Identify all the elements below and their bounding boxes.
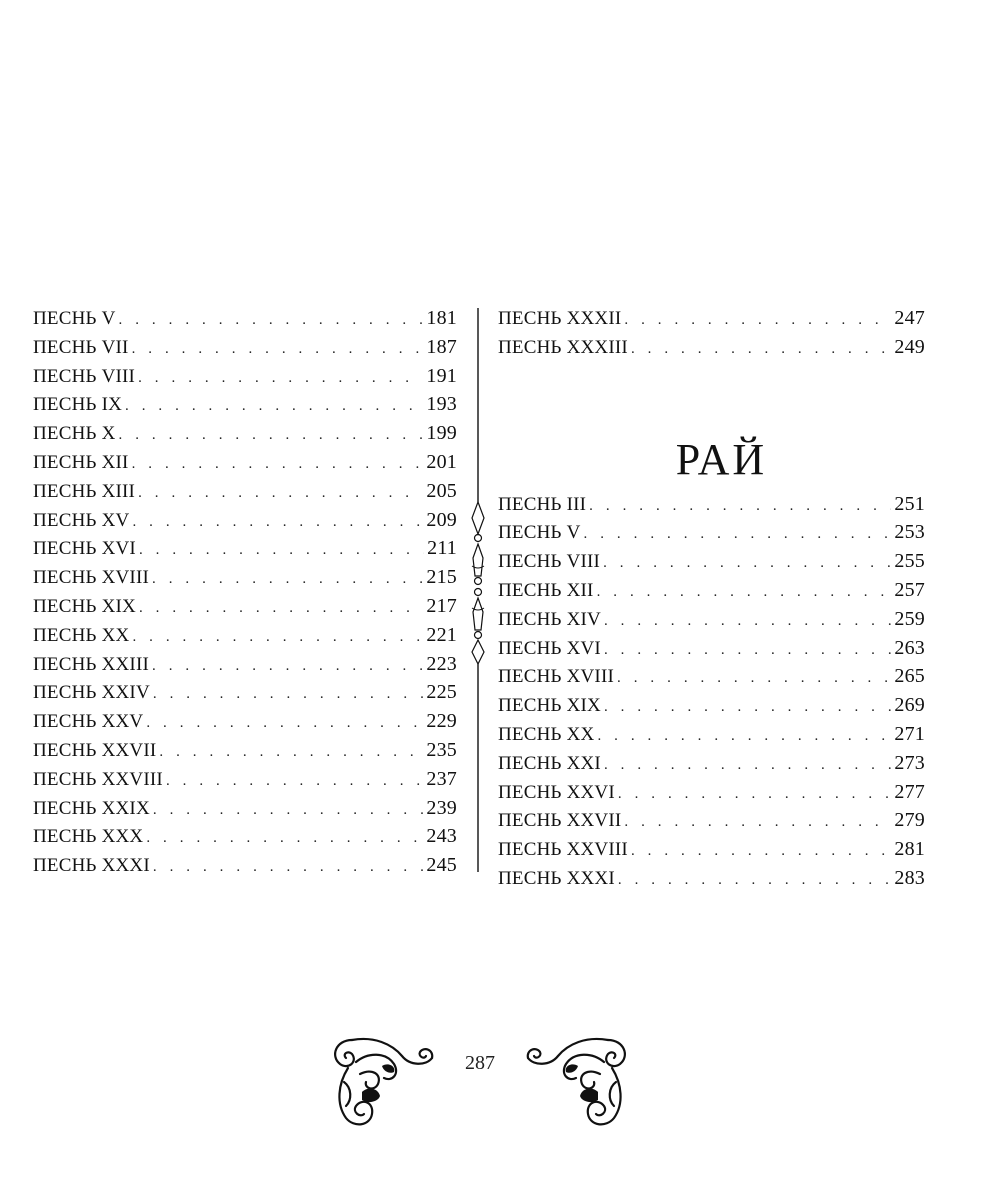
- toc-entry-title: ПЕСНЬ XX: [498, 723, 595, 745]
- dot-leader: [153, 796, 424, 825]
- toc-entry-title: ПЕСНЬ XVI: [33, 538, 136, 560]
- dot-leader: [624, 808, 891, 837]
- toc-entry-page-number: 223: [426, 652, 457, 675]
- toc-entry-title: ПЕСНЬ XXXII: [498, 308, 622, 329]
- dot-leader: [146, 824, 423, 853]
- toc-entry-title: ПЕСНЬ X: [33, 423, 116, 445]
- dot-leader: [631, 335, 891, 364]
- toc-left-list: [33, 304, 457, 880]
- toc-entry-title: ПЕСНЬ XV: [33, 509, 130, 531]
- toc-entry: [498, 547, 925, 576]
- page-number: 287: [465, 1052, 495, 1074]
- toc-entry: [498, 835, 925, 864]
- toc-entry-title: ПЕСНЬ XXV: [33, 711, 144, 733]
- toc-entry-title: ПЕСНЬ XXVIII: [498, 839, 628, 861]
- toc-entry-page-number: 269: [894, 694, 925, 717]
- toc-entry-title: ПЕСНЬ XXVI: [498, 781, 615, 803]
- dot-leader: [159, 738, 423, 767]
- dot-leader: [153, 853, 424, 882]
- toc-entry: [33, 534, 457, 563]
- toc-entry-page-number: 205: [426, 479, 457, 502]
- toc-entry-title: ПЕСНЬ XXIX: [33, 797, 150, 819]
- toc-entry-page-number: 201: [426, 450, 457, 473]
- dot-leader: [138, 479, 423, 508]
- dot-leader: [618, 780, 892, 809]
- toc-entry-page-number: 277: [894, 780, 925, 803]
- toc-entry-title: ПЕСНЬ XIV: [498, 608, 601, 630]
- dot-leader: [603, 549, 891, 578]
- toc-entry: [498, 634, 925, 663]
- toc-entry-page-number: 253: [894, 521, 925, 544]
- dot-leader: [139, 594, 423, 623]
- dot-leader: [119, 421, 424, 450]
- toc-entry-page-number: 273: [894, 751, 925, 774]
- toc-entry-title: ПЕСНЬ XII: [33, 451, 129, 473]
- flourish-scroll-icon: [523, 1022, 638, 1132]
- toc-entry: [33, 765, 457, 794]
- toc-entry: [33, 390, 457, 419]
- section-title-paradise: РАЙ: [675, 434, 768, 484]
- dot-leader: [617, 664, 891, 693]
- dot-leader: [631, 837, 891, 866]
- toc-entry-page-number: 187: [426, 335, 457, 358]
- dot-leader: [589, 492, 891, 521]
- dot-leader: [119, 306, 424, 335]
- toc-entry: [498, 691, 925, 720]
- toc-entry: [33, 592, 457, 621]
- toc-entry: [498, 720, 925, 749]
- toc-entry-page-number: 221: [426, 623, 457, 646]
- toc-entry-page-number: 237: [426, 767, 457, 790]
- toc-entry-page-number: 245: [426, 854, 457, 877]
- toc-entry-title: ПЕСНЬ XXIV: [33, 682, 150, 704]
- dot-leader: [125, 392, 423, 421]
- toc-entry-page-number: 279: [894, 809, 925, 832]
- toc-entry-page-number: 259: [894, 607, 925, 630]
- toc-entry: [33, 563, 457, 592]
- toc-entry-title: ПЕСНЬ V: [498, 522, 581, 544]
- dot-leader: [132, 450, 424, 479]
- toc-entry: [33, 621, 457, 650]
- dot-leader: [153, 680, 424, 709]
- toc-right-list: [498, 490, 925, 893]
- toc-entry: [33, 794, 457, 823]
- toc-entry-title: ПЕСНЬ XIX: [498, 695, 601, 717]
- toc-entry-page-number: 181: [426, 307, 457, 329]
- toc-entry-page-number: 215: [426, 566, 457, 589]
- dot-leader: [152, 565, 423, 594]
- toc-entry-page-number: 199: [426, 422, 457, 445]
- dot-leader: [604, 693, 891, 722]
- toc-entry-page-number: 257: [894, 578, 925, 601]
- toc-entry-title: ПЕСНЬ V: [33, 308, 116, 329]
- toc-entry-title: ПЕСНЬ XXXI: [498, 867, 615, 889]
- toc-entry-page-number: 265: [894, 665, 925, 688]
- toc-entry-page-number: 283: [894, 866, 925, 889]
- toc-entry-page-number: 249: [894, 335, 925, 358]
- toc-entry-title: ПЕСНЬ IX: [33, 394, 123, 416]
- toc-entry-title: ПЕСНЬ III: [498, 493, 587, 515]
- toc-entry: [33, 304, 457, 333]
- toc-entry-page-number: 191: [426, 364, 457, 387]
- toc-entry: [498, 806, 925, 835]
- dot-leader: [132, 508, 423, 537]
- dot-leader: [166, 767, 423, 796]
- toc-entry-page-number: 211: [427, 537, 457, 560]
- toc-entry: [33, 448, 457, 477]
- toc-entry-page-number: 193: [426, 393, 457, 416]
- toc-entry: [33, 707, 457, 736]
- toc-entry-title: ПЕСНЬ XXVIII: [33, 768, 163, 790]
- toc-entry-title: ПЕСНЬ XXXI: [33, 855, 150, 877]
- toc-entry-page-number: 225: [426, 681, 457, 704]
- toc-entry: [498, 605, 925, 634]
- toc-entry: [498, 333, 925, 362]
- dot-leader: [597, 578, 892, 607]
- toc-entry: [498, 304, 925, 333]
- column-divider-ornament: [466, 308, 490, 872]
- dot-leader: [597, 722, 891, 751]
- toc-entry: [498, 662, 925, 691]
- toc-entry-page-number: 281: [894, 838, 925, 861]
- toc-entry-title: ПЕСНЬ VII: [33, 336, 129, 358]
- toc-entry-title: ПЕСНЬ XVIII: [33, 567, 150, 589]
- dot-leader: [139, 536, 424, 565]
- dot-leader: [146, 709, 423, 738]
- dot-leader: [138, 364, 423, 393]
- toc-entry: [498, 864, 925, 893]
- toc-entry-page-number: 239: [426, 796, 457, 819]
- toc-entry-page-number: 247: [894, 307, 925, 329]
- toc-entry-page-number: 251: [894, 492, 925, 515]
- toc-entry: [498, 749, 925, 778]
- toc-entry: [33, 477, 457, 506]
- toc-right-top-list: [498, 304, 925, 362]
- toc-entry: [498, 518, 925, 547]
- dot-leader: [152, 652, 423, 681]
- toc-entry-title: ПЕСНЬ XII: [498, 579, 594, 601]
- dot-leader: [584, 520, 892, 549]
- toc-entry: [498, 490, 925, 519]
- dot-leader: [624, 306, 891, 335]
- toc-left-column: [33, 304, 457, 880]
- toc-entry: [498, 576, 925, 605]
- toc-entry-title: ПЕСНЬ VIII: [33, 365, 136, 387]
- toc-entry-page-number: 235: [426, 738, 457, 761]
- toc-entry-page-number: 229: [426, 710, 457, 733]
- toc-entry: [33, 678, 457, 707]
- toc-entry-page-number: 271: [894, 722, 925, 745]
- toc-entry: [33, 419, 457, 448]
- toc-entry-title: ПЕСНЬ XXIII: [33, 653, 150, 675]
- dot-leader: [132, 335, 424, 364]
- toc-entry: [33, 650, 457, 679]
- toc-entry-page-number: 263: [894, 636, 925, 659]
- dot-leader: [604, 636, 891, 665]
- toc-right-column: [498, 304, 925, 893]
- toc-entry-title: ПЕСНЬ VIII: [498, 551, 601, 573]
- toc-entry: [33, 736, 457, 765]
- toc-entry-page-number: 217: [426, 594, 457, 617]
- toc-entry-title: ПЕСНЬ XIII: [33, 480, 136, 502]
- toc-entry-title: ПЕСНЬ XVI: [498, 637, 601, 659]
- toc-entry-title: ПЕСНЬ XX: [33, 624, 130, 646]
- toc-entry-title: ПЕСНЬ XXVII: [498, 810, 622, 832]
- toc-entry-title: ПЕСНЬ XXI: [498, 752, 601, 774]
- toc-entry-page-number: 243: [426, 825, 457, 848]
- dot-leader: [604, 607, 891, 636]
- toc-entry-title: ПЕСНЬ XXVII: [33, 739, 157, 761]
- toc-entry: [33, 362, 457, 391]
- dot-leader: [618, 866, 892, 895]
- toc-entry-title: ПЕСНЬ XVIII: [498, 666, 615, 688]
- dot-leader: [132, 623, 423, 652]
- toc-entry-page-number: 209: [426, 508, 457, 531]
- toc-entry: [33, 506, 457, 535]
- toc-entry: [33, 851, 457, 880]
- flourish-scroll-icon: [322, 1022, 437, 1132]
- toc-entry: [33, 822, 457, 851]
- toc-entry-title: ПЕСНЬ XIX: [33, 595, 136, 617]
- toc-entry: [498, 778, 925, 807]
- toc-entry-title: ПЕСНЬ XXXIII: [498, 336, 628, 358]
- toc-entry-title: ПЕСНЬ XXX: [33, 826, 144, 848]
- dot-leader: [604, 751, 891, 780]
- toc-entry-page-number: 255: [894, 550, 925, 573]
- toc-entry: [33, 333, 457, 362]
